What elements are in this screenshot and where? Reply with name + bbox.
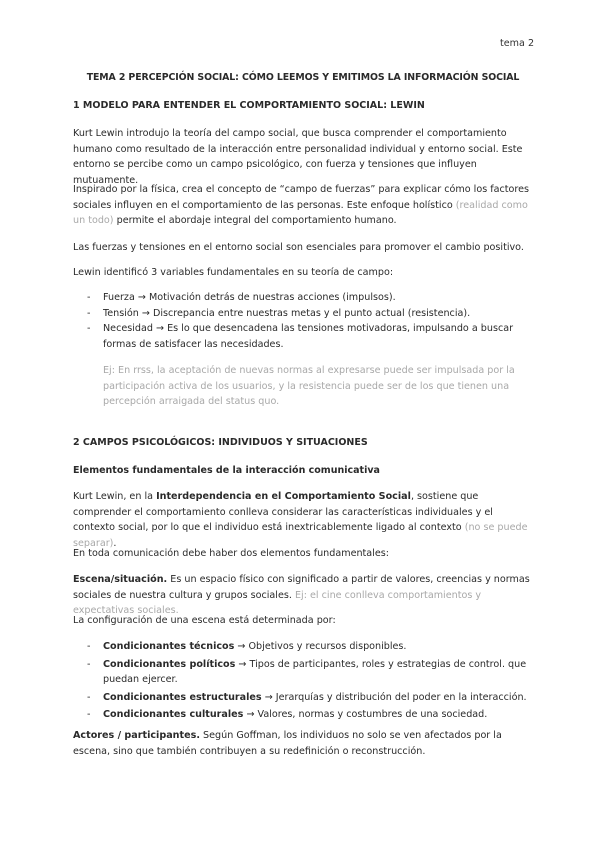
list-item: - Fuerza → Motivación detrás de nuestras acciones (impulsos). [87,290,533,306]
section2-heading: 2 CAMPOS PSICOLÓGICOS: INDIVIDUOS Y SITUACIONES [73,437,368,448]
p2-end: permite el abordaje integral del comportamiento humano. [116,215,397,226]
actores-text: Según Goffman, los individuos no solo se ven afectados por la escena, sino que también contribuyen a su redefinición o reconstrucción. [73,730,502,757]
list-item [87,707,533,723]
cond-bold: Condicionantes políticos [103,658,236,670]
p1-bold: Interdependencia en el Comportamiento Social [156,491,411,502]
list-item [87,639,533,655]
p1-start: Kurt Lewin, en la [73,491,153,502]
p1-end: . [113,537,117,549]
p1-gray-note: (no se puede separar) [73,522,528,549]
example-note: Ej: En rrss, la aceptación de nuevas normas al expresarse puede ser impulsada por la participación activa de los usuarios, y la resistencia puede ser de los que tienen una percepción arraigada del status quo. [103,365,515,407]
section1-paragraph-4: Lewin identificó 3 variables fundamentales en su teoría de campo: [73,267,394,278]
document-title: TEMA 2 PERCEPCIÓN SOCIAL: CÓMO LEEMOS Y EMITIMOS LA INFORMACIÓN SOCIAL [86,72,520,83]
section2-paragraph-2: En toda comunicación debe haber dos elementos fundamentales: [73,548,389,559]
p2-text: Inspirado por la física, crea el concepto de “campo de fuerzas” para explicar cómo los factores sociales influyen en el comportamiento de las personas. Este enfoque holístico [73,184,530,211]
escena-bold: Escena/situación. [73,574,168,585]
section1-paragraph-1: Kurt Lewin introdujo la teoría del campo social, que busca comprender el comportamiento humano como resultado de la interacción entre personalidad individual y entorno social. Este entorno se percibe como un campo psicológico, con fuerza y tensiones que influyen mutuamente. [73,128,523,186]
escena-paragraph [73,572,533,619]
list-item: - Necesidad → Es lo que desencadena las tensiones motivadoras, impulsando a buscar formas de satisfacer las necesidades. [87,321,533,352]
p2-gray-note: (realidad como un todo) [73,199,528,226]
section2-subheading: Elementos fundamentales de la interacción comunicativa [73,465,380,476]
section2-paragraph-1 [73,489,533,551]
page-header: tema 2 [500,38,535,49]
section1-paragraph-2 [73,182,533,229]
cond-text: → Tipos de participantes, roles y estrategias de control. que puedan ejercer. [103,658,527,685]
p1-rest: , sostiene que comprender el comportamiento conlleva considerar las características individuales y el contexto social, por lo que el individuo está inextricablemente ligado al contexto [73,491,493,533]
cond-bold: Condicionantes técnicos [103,641,235,652]
section2-paragraph-3: La configuración de una escena está determinada por: [73,615,336,626]
cond-bold: Condicionantes culturales [103,709,244,720]
condicionantes-list [87,639,533,725]
actores-bold: Actores / participantes. [73,730,200,741]
list-item [87,657,533,688]
list-item [87,690,533,706]
variables-list [87,290,533,352]
list-item: - Tensión → Discrepancia entre nuestras metas y el punto actual (resistencia). [87,306,533,322]
cond-text: → Valores, normas y costumbres de una sociedad. [246,709,488,720]
escena-text: Es un espacio físico con significado a partir de valores, creencias y normas sociales de nuestra cultura y grupos sociales. [73,574,530,601]
escena-gray-note: Ej: el cine conlleva comportamientos y expectativas sociales. [73,589,482,616]
cond-text: → Objetivos y recursos disponibles. [237,641,407,652]
section1-paragraph-3: Las fuerzas y tensiones en el entorno social son esenciales para promover el cambio positivo. [73,242,524,253]
cond-bold: Condicionantes estructurales [103,691,262,703]
actores-paragraph [73,728,533,759]
cond-text: → Jerarquías y distribución del poder en la interacción. [264,691,527,703]
section1-heading: 1 MODELO PARA ENTENDER EL COMPORTAMIENTO SOCIAL: LEWIN [73,100,425,111]
